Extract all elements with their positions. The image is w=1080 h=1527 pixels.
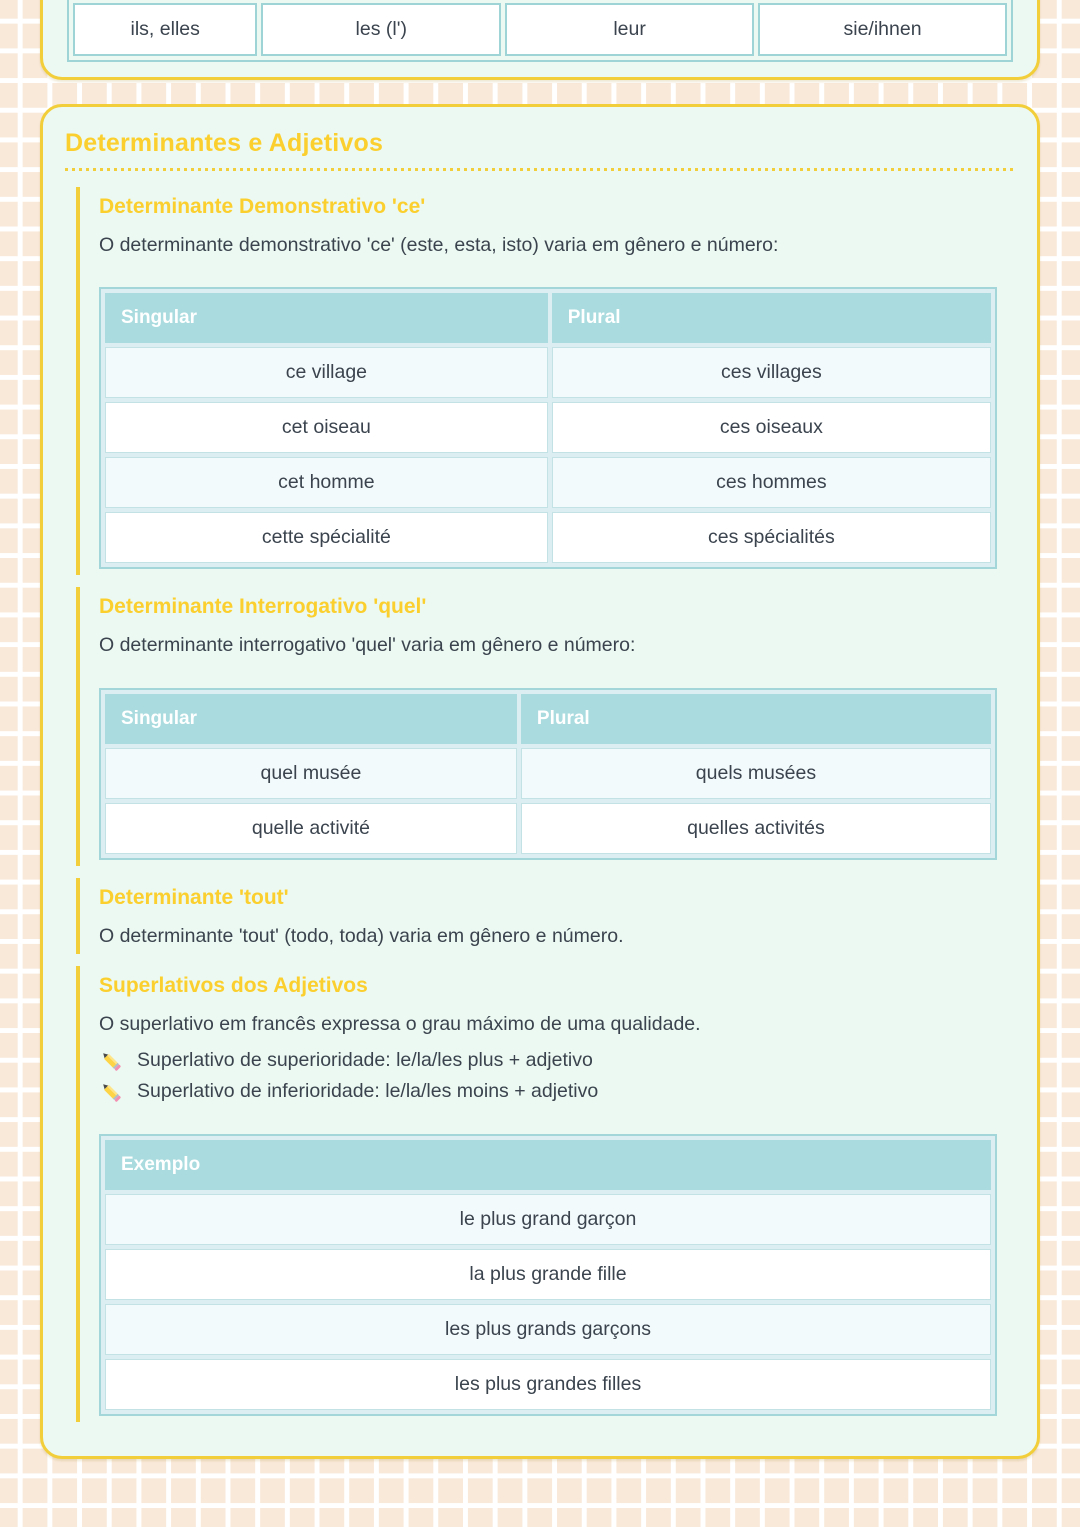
table-row bbox=[105, 402, 991, 453]
table-header-row bbox=[105, 694, 991, 744]
table-cell: les (l') bbox=[261, 3, 501, 56]
table-row bbox=[105, 803, 991, 854]
quel-singular-plural-table bbox=[99, 688, 997, 860]
section-heading: Superlativos dos Adjetivos bbox=[99, 974, 368, 998]
table-header-cell: Exemplo bbox=[105, 1140, 991, 1190]
bullet-text: Superlativo de inferioridade: le/la/les moins + adjetivo bbox=[137, 1080, 599, 1102]
table-cell: quel musée bbox=[105, 748, 517, 799]
table-row bbox=[105, 1194, 991, 1245]
page-title: Determinantes e Adjetivos bbox=[65, 129, 384, 157]
table-cell: leur bbox=[505, 3, 754, 56]
table-row bbox=[105, 457, 991, 508]
section-paragraph: O determinante interrogativo 'quel' varia em gênero e número: bbox=[99, 634, 636, 657]
table-header-row bbox=[105, 1140, 991, 1190]
table-row bbox=[73, 3, 1007, 56]
section-heading: Determinante 'tout' bbox=[99, 885, 289, 909]
table-header-cell: Plural bbox=[552, 293, 991, 343]
table-header-cell: Singular bbox=[105, 293, 548, 343]
table-cell: cette spécialité bbox=[105, 512, 548, 563]
table-row bbox=[105, 1304, 991, 1355]
section-tout bbox=[76, 878, 1017, 954]
table-cell: la plus grande fille bbox=[105, 1249, 991, 1300]
section-paragraph: O superlativo em francês expressa o grau máximo de uma qualidade. bbox=[99, 1013, 701, 1036]
table-cell: ils, elles bbox=[73, 3, 257, 56]
table-cell: les plus grands garçons bbox=[105, 1304, 991, 1355]
table-cell: quelles activités bbox=[521, 803, 991, 854]
table-header-cell: Plural bbox=[521, 694, 991, 744]
section-superlativos bbox=[76, 966, 1017, 1421]
ce-singular-plural-table bbox=[99, 287, 997, 569]
table-cell: le plus grand garçon bbox=[105, 1194, 991, 1245]
section-heading: Determinante Demonstrativo 'ce' bbox=[99, 195, 426, 218]
bullet-item bbox=[99, 1049, 997, 1073]
table-cell: ces villages bbox=[552, 347, 991, 398]
section-heading: Determinante Interrogativo 'quel' bbox=[99, 595, 427, 619]
table-row bbox=[105, 347, 991, 398]
table-cell: ces oiseaux bbox=[552, 402, 991, 453]
table-cell: ces hommes bbox=[552, 457, 991, 508]
table-cell: quels musées bbox=[521, 748, 991, 799]
table-header-row bbox=[105, 293, 991, 343]
main-card bbox=[40, 104, 1040, 1459]
section-interrogativo-quel bbox=[76, 587, 1017, 865]
section-paragraph: O determinante demonstrativo 'ce' (este, esta, isto) varia em gênero e número: bbox=[99, 234, 779, 256]
pronoun-table bbox=[67, 0, 1013, 62]
title-divider bbox=[65, 168, 1015, 171]
table-row bbox=[105, 512, 991, 563]
table-cell: ce village bbox=[105, 347, 548, 398]
table-cell: ces spécialités bbox=[552, 512, 991, 563]
table-row bbox=[105, 1249, 991, 1300]
table-cell: sie/ihnen bbox=[758, 3, 1007, 56]
table-row bbox=[105, 748, 991, 799]
pencil-icon bbox=[99, 1049, 123, 1073]
bullet-text: Superlativo de superioridade: le/la/les plus + adjetivo bbox=[137, 1049, 593, 1071]
exemplo-table bbox=[99, 1134, 997, 1416]
top-card bbox=[40, 0, 1040, 80]
table-cell: quelle activité bbox=[105, 803, 517, 854]
section-paragraph: O determinante 'tout' (todo, toda) varia em gênero e número. bbox=[99, 924, 624, 947]
table-cell: les plus grandes filles bbox=[105, 1359, 991, 1410]
pencil-icon bbox=[99, 1080, 123, 1104]
table-row bbox=[105, 1359, 991, 1410]
table-cell: cet oiseau bbox=[105, 402, 548, 453]
bullet-item bbox=[99, 1080, 997, 1104]
bullet-list bbox=[99, 1049, 997, 1104]
table-cell: cet homme bbox=[105, 457, 548, 508]
table-header-cell: Singular bbox=[105, 694, 517, 744]
section-demonstrativo-ce bbox=[76, 187, 1017, 575]
